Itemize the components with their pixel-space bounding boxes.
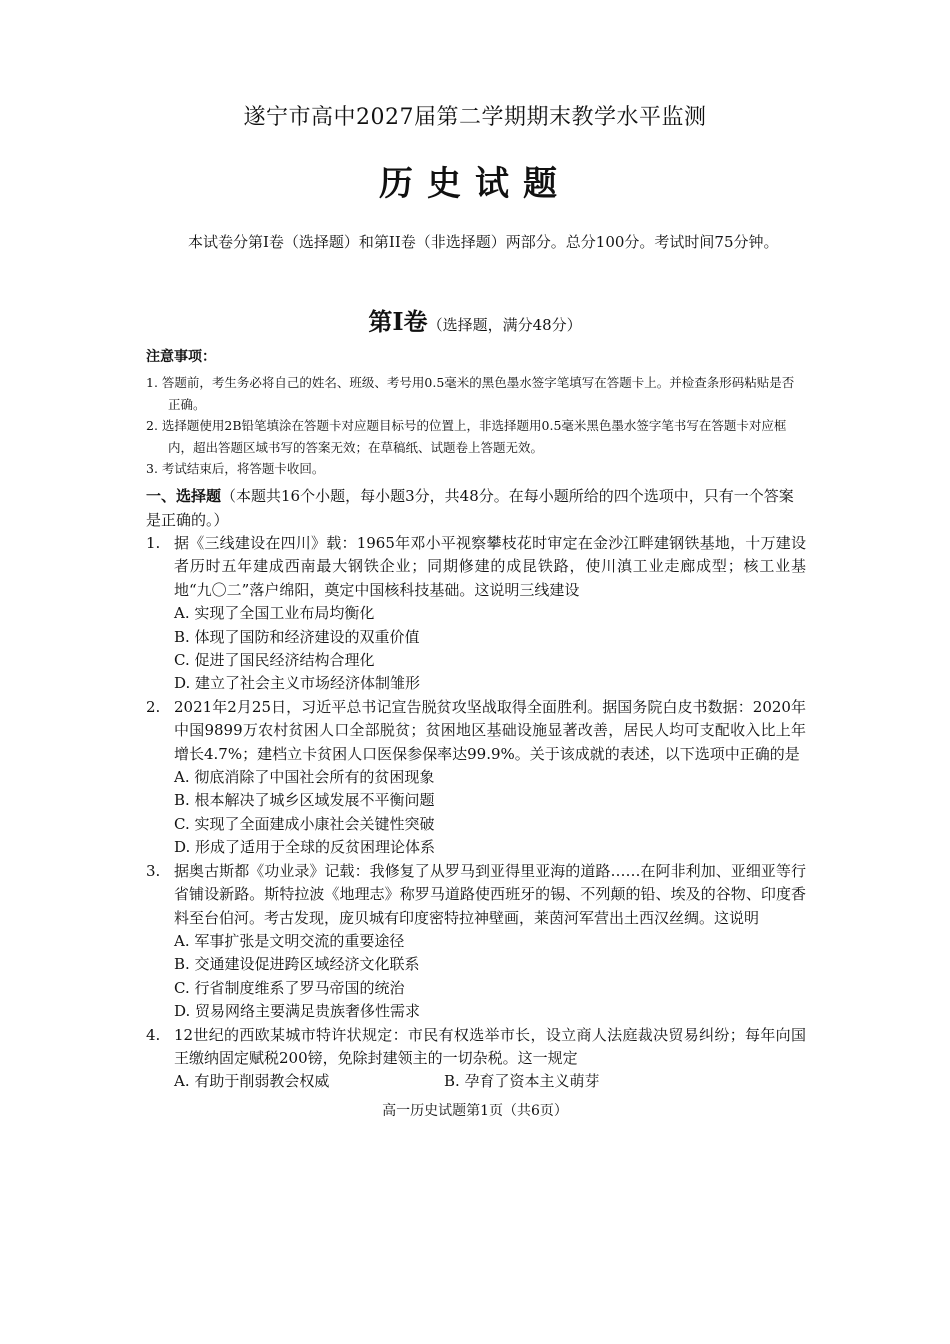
page-footer: 高一历史试题第1页（共6页） (382, 1103, 568, 1119)
question-number: 3. (146, 861, 161, 880)
question-stem: 据《三线建设在四川》载：1965年邓小平视察攀枝花时审定在金沙江畔建钢铁基地，十万建设者历时五年建成西南最大钢铁企业；同期修建的成昆铁路，使川滇工业走廊成型；核工业基地“九〇二”落户绵阳，奠定中国核科技基础。这说明三线建设 (174, 534, 806, 599)
question-number: 2. (146, 697, 161, 716)
option-b: B. 孕育了资本主义萌芽 (444, 1072, 600, 1091)
question (146, 860, 806, 1024)
option-b: B. 根本解决了城乡区域发展不平衡问题 (174, 791, 435, 810)
option-d: D. 贸易网络主要满足贵族奢侈性需求 (174, 1002, 421, 1021)
notice-list (146, 372, 806, 480)
option-a: A. 实现了全国工业布局均衡化 (174, 604, 375, 623)
notice-item: 1. 答题前，考生务必将自己的姓名、班级、考号用0.5毫米的黑色墨水签字笔填写在答题卡上。并检查条形码粘贴是否正确。 (146, 375, 795, 412)
section-desc: （本题共16个小题，每小题3分，共48分。在每小题所给的四个选项中，只有一个答案是正确的。） (146, 487, 794, 529)
option-a: A. 有助于削弱教会权威 (174, 1072, 330, 1091)
question-number: 4. (146, 1025, 161, 1044)
subject-title: 历史试题 (379, 164, 571, 204)
part-note: （选择题，满分48分） (427, 316, 582, 334)
question-stem: 据奥古斯都《功业录》记载：我修复了从罗马到亚得里亚海的道路……在阿非利加、亚细亚等行省铺设新路。斯特拉波《地理志》称罗马道路使西班牙的锡、不列颠的铅、埃及的谷物、印度香料至台伯河。考古发现，庞贝城有印度密特拉神壁画，莱茵河军营出土西汉丝绸。这说明 (174, 861, 806, 927)
section-label: 一、选择题 (146, 487, 222, 505)
question (146, 1024, 806, 1094)
option-b: B. 体现了国防和经济建设的双重价值 (174, 627, 420, 646)
part-title (0, 302, 950, 337)
question (146, 532, 806, 696)
notice-item: 2. 选择题使用2B铅笔填涂在答题卡对应题目标号的位置上，非选择题用0.5毫米黑色墨水签字笔书写在答题卡对应框内，超出答题区域书写的答案无效；在草稿纸、试题卷上答题无效。 (146, 418, 787, 455)
question-stem: 12世纪的西欧某城市特许状规定：市民有权选举市长，设立商人法庭裁决贸易纠纷；每年向国王缴纳固定赋税200镑，免除封建领主的一切杂税。这一规定 (174, 1025, 806, 1067)
option-a: A. 彻底消除了中国社会所有的贫困现象 (174, 768, 435, 787)
exam-intro: 本试卷分第I卷（选择题）和第II卷（非选择题）两部分。总分100分。考试时间75分钟。 (188, 233, 779, 251)
notice-heading: 注意事项： (146, 349, 216, 365)
option-d: D. 建立了社会主义市场经济体制雏形 (174, 674, 421, 693)
question-list (146, 532, 806, 1094)
option-c: C. 实现了全面建成小康社会关键性突破 (174, 814, 435, 833)
option-c: C. 行省制度维系了罗马帝国的统治 (174, 978, 405, 997)
option-d: D. 形成了适用于全球的反贫困理论体系 (174, 838, 436, 857)
notice-item: 3. 考试结束后，将答题卡收回。 (146, 461, 325, 476)
part-main-title: 第Ⅰ卷 (368, 307, 428, 336)
option-b: B. 交通建设促进跨区域经济文化联系 (174, 955, 420, 974)
section-header (146, 484, 806, 532)
option-a: A. 军事扩张是文明交流的重要途径 (174, 931, 405, 950)
question-stem: 2021年2月25日，习近平总书记宣告脱贫攻坚战取得全面胜利。据国务院白皮书数据：2020年中国9899万农村贫困人口全部脱贫；贫困地区基础设施显著改善，居民人均可支配收入比上年增长4.7%；建档立卡贫困人口医保参保率达99.9%。关于该成就的表述，以下选项中正确的是 (174, 697, 806, 763)
exam-title: 遂宁市高中2027届第二学期期末教学水平监测 (243, 105, 707, 130)
option-row (146, 1070, 806, 1093)
question (146, 696, 806, 860)
option-c: C. 促进了国民经济结构合理化 (174, 651, 375, 670)
question-number: 1. (146, 534, 161, 552)
